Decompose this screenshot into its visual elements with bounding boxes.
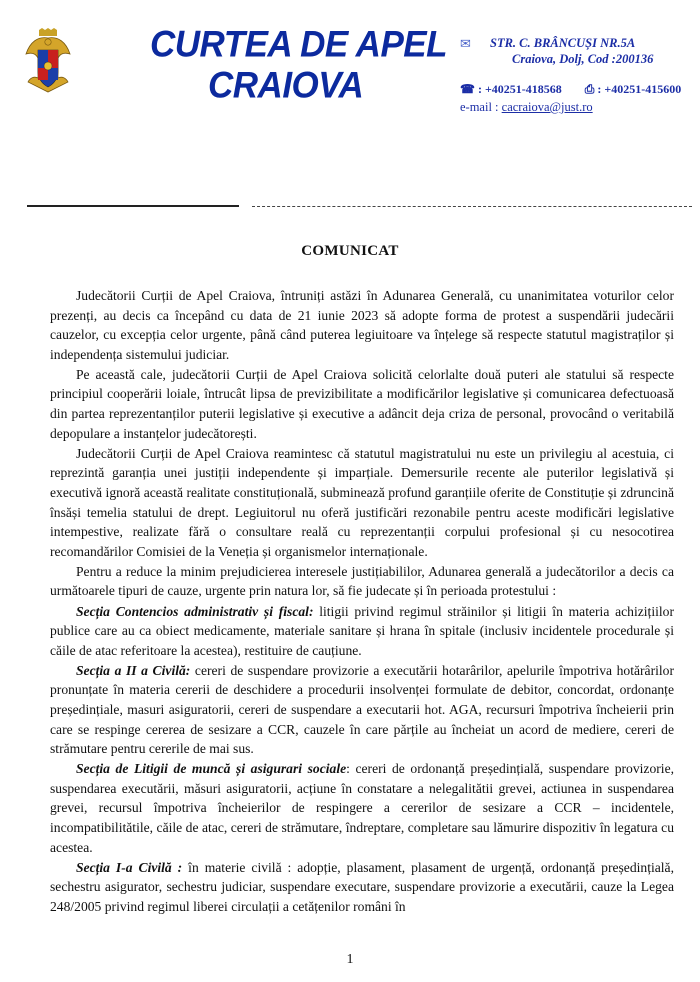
paragraph: Judecătorii Curții de Apel Craiova, întruniți astăzi în Adunarea Generală, cu unanimitatea voturilor celor prezenți, au decis ca începând cu data de 21 iunie 2023 să adopte forma de protest a suspendării judecării cauzelor, cu excepția celor urgente, până când puterea legiuitoare va înțelege să respecte statutul magistraților și independența sistemului judiciar. [50,288,674,362]
section-name: Secția Contencios administrativ și fiscal: [76,603,314,619]
header-divider-dashed [252,206,692,207]
email-line [460,100,593,115]
document-body [50,286,674,917]
fax-number: : +40251-415600 [597,82,682,96]
address-line1: STR. C. BRÂNCUȘI NR.5A [490,36,636,50]
section-text: cereri de suspendare provizorie a executării hotarârilor, apelurile împotriva hotărârilor pronunțate în materia cererii de deschidere a procedurii insolvenței formulate de debitor, concordat, ordonanțe președințiale, masuri asiguratorii, cereri de suspendare a executarii hot. AGA, recursuri împotriva încheierii prin care se respinge cererea de sesizare a CCR, cauzele în care părțile au încheiat un acord de mediere, cereri de strămutare pentru cererile de mai sus. [50,662,674,757]
paragraph: Pe această cale, judecătorii Curții de Apel Craiova solicită celorlalte două puteri ale statului să respecte principiul cooperării loiale, întrucât lipsa de previzibilitate a modificărilor legislative și comunicarea defectuoasă din partea reprezentanților puterii legislative și executive a adâncit deja criza de personal, provocând o veritabilă depopulare a instanțelor judecătorești. [50,366,674,441]
court-name-line1: CURTEA DE APEL [150,24,448,65]
section-text: : cereri de ordonanță președințială, suspendare provizorie, suspendarea executării, măsuri asiguratorii, acțiune în constatare a nelegalitătii grevei, actiunea in suspendarea grevei, recursul împotriva încheierilor de respingere a cererilor de sesizare a CCR – incidentele, incompatibilitătile, căile de atac, cereri de strămutare, îndreptare, completare sau lămurire dispozitiv în legatura cu acestea. [50,761,674,855]
phone-fax-line [460,82,681,97]
section-paragraph [50,602,674,661]
phone-icon: ☎ [460,82,475,96]
section-text: litigii privind regimul străinilor și litigii în materia achizițiilor publice care au ca obiect medicamente, materiale sanitare și hrana în spitale (inclusiv incidentele procedurale și căile de atac referitoare la acestea), restituire de cauțiune. [50,603,674,658]
document-title: COMUNICAT [301,243,399,259]
address-line2: Craiova, Dolj, Cod :200136 [512,52,654,66]
court-name-line2: CRAIOVA [208,65,364,106]
section-name: Secția de Litigii de muncă și asigurari sociale [76,761,347,777]
paragraph: Pentru a reduce la minim prejudicierea interesele justițiabililor, Adunarea generală a judecătorilor a decis ca următoarele tipuri de cauze, urgente prin natura lor, să fie judecate și în perioada protestului : [50,563,674,599]
envelope-icon: ✉ [460,36,471,51]
email-label: e-mail : [460,100,502,114]
paragraph: Judecătorii Curții de Apel Craiova reamintesc că statutul magistratului nu este un privilegiu al acestuia, ci reprezintă garanția unei justiții independente și imparțiale. Demersurile recente ale puterilor legislativă și executivă ignoră această realitate constituțională, subminează profund garanțiile oferite de Constituție și zdruncină însăși temelia statului de drept. Legiuitorul nu oferă justificări rezonabile pentru aceste modificări legislative intempestive, realizate fără o consultare reală cu reprezentanții corpului profesional și cu nesocotirea recomandărilor Comisiei de la Veneția și organismelor internaționale. [50,445,674,559]
section-paragraph [50,661,674,759]
section-name: Secția I-a Civilă : [76,859,183,875]
header-divider-solid [27,205,239,207]
section-name: Secția a II a Civilă: [76,662,191,678]
coat-of-arms-icon [24,28,72,94]
section-paragraph [50,759,674,857]
email-link[interactable]: cacraiova@just.ro [501,100,593,114]
fax-icon: ⎙ [584,82,595,96]
page-number: 1 [346,952,354,967]
section-text: în materie civilă : adopție, plasament, plasament de urgență, ordonanță președințială, sechestru asigurator, sechestru judiciar, suspendare executare, suspendare provizorie a executării, cauze la Legea 248/2005 privind regimul liberei circulații a cetățenilor români în [50,859,674,914]
phone-number: : +40251-418568 [477,82,562,96]
section-paragraph [50,858,674,917]
court-name [150,24,448,106]
